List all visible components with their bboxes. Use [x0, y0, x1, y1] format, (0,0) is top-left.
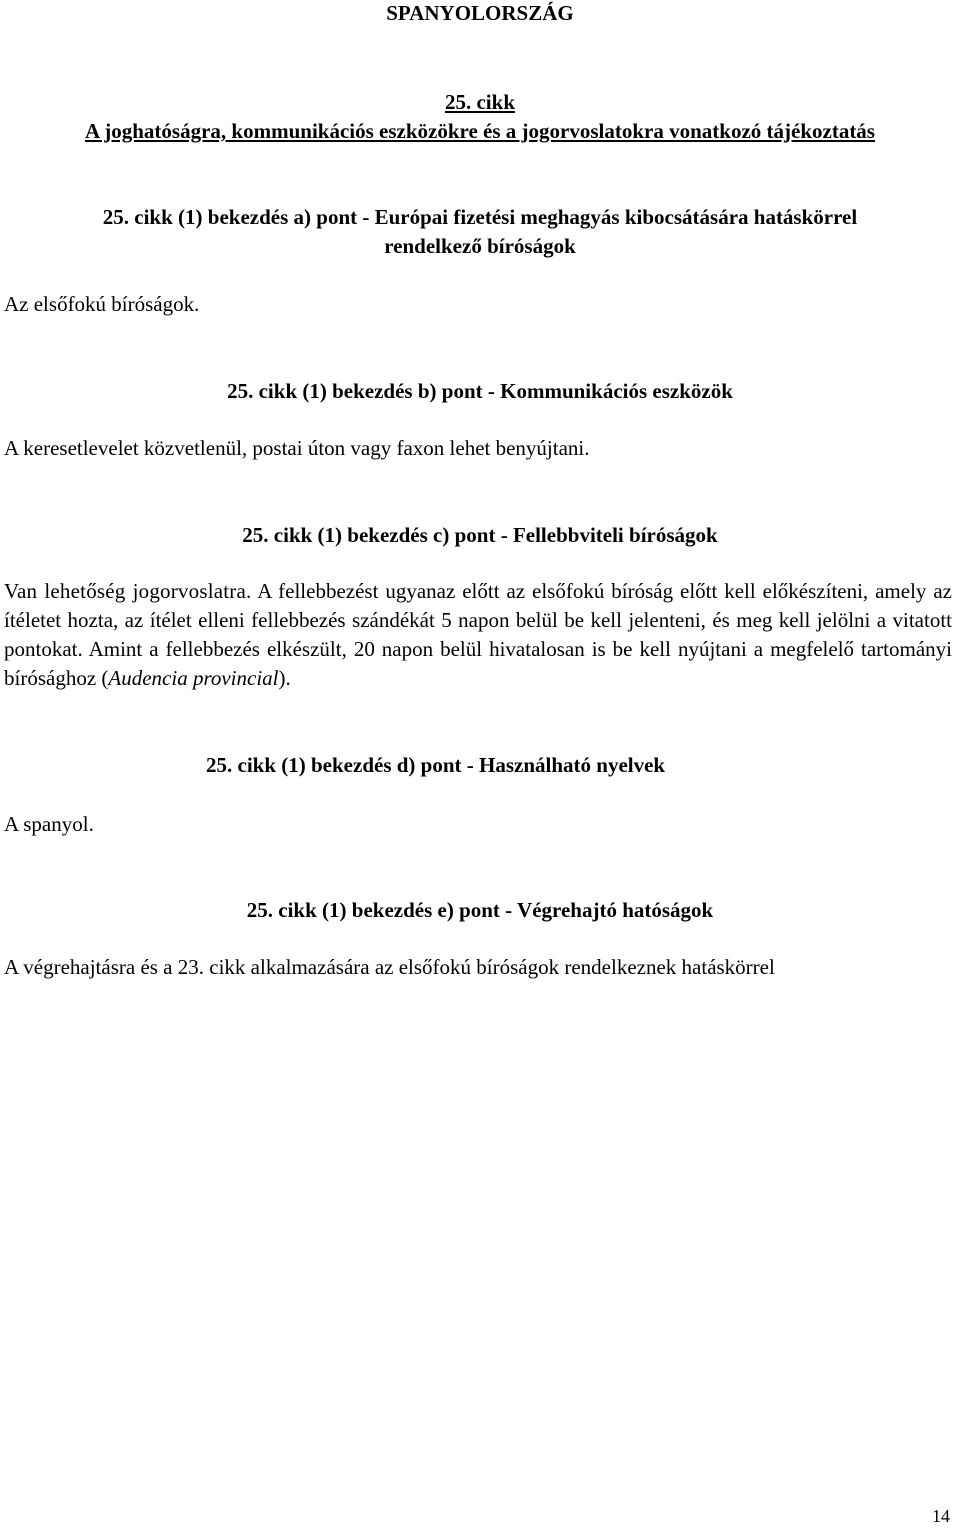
section-d-heading: 25. cikk (1) bekezdés d) pont - Használható nyelvek: [206, 753, 666, 777]
section-c-text-main: A fellebbezést ugyanaz előtt az elsőfokú bíróság előtt kell előkészíteni, amely az ítéletet hozta, az ítélet elleni fellebbezés szándékát 5 napon belül be kell jelenteni, és meg kell jelölni a vitatott pontokat. Amint a fellebbezés elkészült, 20 napon belül hivatalosan is be kell nyújtani a megfelelő tartományi bírósághoz (: [4, 579, 952, 690]
section-c-text-end: ).: [278, 666, 291, 690]
article-number: 25. cikk: [444, 90, 515, 114]
section-c-text: [4, 577, 952, 693]
section-a-heading-line1: 25. cikk (1) bekezdés a) pont - Európai fizetési meghagyás kibocsátására hatáskörrel: [102, 205, 858, 229]
section-e-text: A végrehajtásra és a 23. cikk alkalmazására az elsőfokú bíróságok rendelkeznek hatáskörrel: [4, 955, 775, 979]
section-c-text-italic: Audencia provincial: [108, 666, 279, 690]
section-a-text: Az elsőfokú bíróságok.: [4, 292, 200, 316]
country-heading: SPANYOLORSZÁG: [386, 1, 574, 25]
page-number: 14: [932, 1506, 950, 1526]
section-c-text-lead: Van lehetőség jogorvoslatra.: [4, 579, 252, 603]
section-d-text: A spanyol.: [4, 812, 94, 836]
article-title: A joghatóságra, kommunikációs eszközökre és a jogorvoslatokra vonatkozó tájékoztatás: [85, 119, 875, 143]
section-b-heading: 25. cikk (1) bekezdés b) pont - Kommunikációs eszközök: [227, 379, 733, 403]
section-e-heading: 25. cikk (1) bekezdés e) pont - Végrehajtó hatóságok: [246, 898, 714, 922]
section-a-heading-line2: rendelkező bíróságok: [384, 234, 576, 258]
section-b-text: A keresetlevelet közvetlenül, postai úton vagy faxon lehet benyújtani.: [4, 436, 590, 460]
section-c-heading: 25. cikk (1) bekezdés c) pont - Fellebbviteli bíróságok: [242, 523, 718, 547]
